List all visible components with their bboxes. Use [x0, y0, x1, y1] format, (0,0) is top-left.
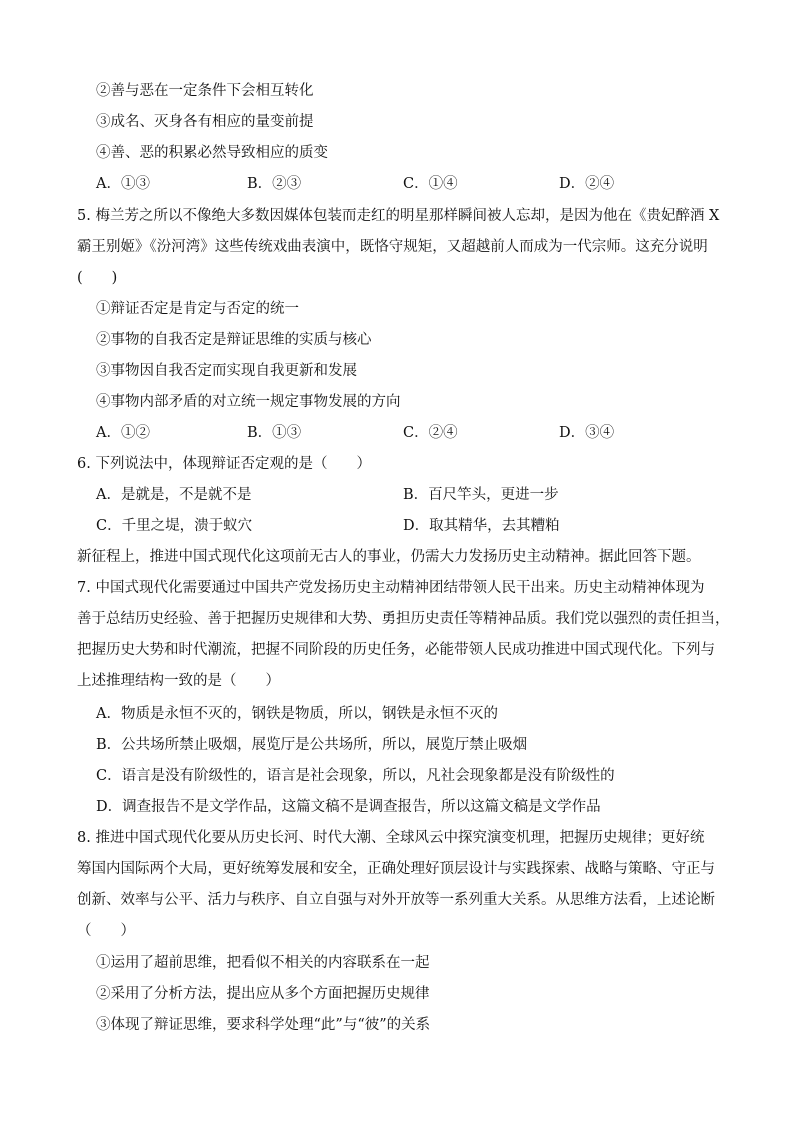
q6-option-d: D．取其精华，去其糟粕 [403, 518, 560, 534]
q7-stem-line-4: 上述推理结构一致的是（ ） [77, 673, 280, 689]
q5-item-4: ④事物内部矛盾的对立统一规定事物发展的方向 [96, 394, 401, 410]
q7-option-c: C．语言是没有阶级性的，语言是社会现象，所以，凡社会现象都是没有阶级性的 [96, 768, 615, 784]
q7-stem-line-3: 把握历史大势和时代潮流，把握不同阶段的历史任务，必能带领人民成功推进中国式现代化。下列与 [77, 642, 715, 658]
q5-stem-line-3: ( ) [77, 270, 118, 286]
q5-option-a: A．①② [96, 425, 150, 441]
q4-item-3: ③成名、灭身各有相应的量变前提 [96, 114, 314, 130]
q5-item-2: ②事物的自我否定是辩证思维的实质与核心 [96, 332, 372, 348]
q7-stem-line-2: 善于总结历史经验、善于把握历史规律和大势、勇担历史责任等精神品质。我们党以强烈的责任担当， [77, 611, 730, 627]
q4-item-2: ②善与恶在一定条件下会相互转化 [96, 83, 314, 99]
q8-stem-line-1: 8. 推进中国式现代化要从历史长河、时代大潮、全球风云中探究演变机理，把握历史规律；更好统 [77, 830, 705, 846]
q6-option-b: B．百尺竿头，更进一步 [403, 487, 559, 503]
q4-option-b: B．②③ [247, 176, 302, 192]
q7-option-b: B．公共场所禁止吸烟，展览厅是公共场所，所以，展览厅禁止吸烟 [96, 737, 528, 753]
q8-stem-line-4: （ ） [77, 923, 135, 939]
q5-option-c: C．②④ [403, 425, 458, 441]
q4-item-4: ④善、恶的积累必然导致相应的质变 [96, 145, 328, 161]
q5-item-3: ③事物因自我否定而实现自我更新和发展 [96, 363, 357, 379]
q4-option-c: C．①④ [403, 176, 458, 192]
q7-option-d: D．调查报告不是文学作品，这篇文稿不是调查报告，所以这篇文稿是文学作品 [96, 799, 601, 815]
q5-stem-line-2: 霸王别姬》《汾河湾》这些传统戏曲表演中，既恪守规矩，又超越前人而成为一代宗师。这充分说明 [77, 239, 708, 255]
q5-item-1: ①辩证否定是肯定与否定的统一 [96, 301, 299, 317]
q7-stem-line-1: 7. 中国式现代化需要通过中国共产党发扬历史主动精神团结带领人民干出来。历史主动精神体现为 [77, 580, 705, 596]
q8-stem-line-3: 创新、效率与公平、活力与秩序、自立自强与对外开放等一系列重大关系。从思维方法看，上述论断 [77, 892, 715, 908]
q8-stem-line-2: 筹国内国际两个大局，更好统筹发展和安全，正确处理好顶层设计与实践探索、战略与策略、守正与 [77, 861, 715, 877]
q6-option-a: A．是就是，不是就不是 [96, 487, 252, 503]
q5-stem-line-1: 5. 梅兰芳之所以不像绝大多数因媒体包装而走红的明星那样瞬间被人忘却，是因为他在《贵妃醉酒 X [77, 208, 720, 224]
q4-option-a: A．①③ [96, 176, 150, 192]
q4-option-d: D．②④ [559, 176, 615, 192]
q6-stem: 6. 下列说法中，体现辩证否定观的是（ ） [77, 456, 371, 472]
q8-item-1: ①运用了超前思维，把看似不相关的内容联系在一起 [96, 955, 430, 971]
q6-option-c: C．千里之堤，溃于蚁穴 [96, 518, 253, 534]
q7-option-a: A．物质是永恒不灭的，钢铁是物质，所以，钢铁是永恒不灭的 [96, 706, 498, 722]
q5-option-b: B．①③ [247, 425, 302, 441]
section-intro: 新征程上，推进中国式现代化这项前无古人的事业，仍需大力发扬历史主动精神。据此回答下题。 [77, 549, 701, 565]
q8-item-2: ②采用了分析方法，提出应从多个方面把握历史规律 [96, 986, 430, 1002]
q5-option-d: D．③④ [559, 425, 615, 441]
q8-item-3: ③体现了辩证思维，要求科学处理“此”与“彼”的关系 [96, 1017, 431, 1033]
